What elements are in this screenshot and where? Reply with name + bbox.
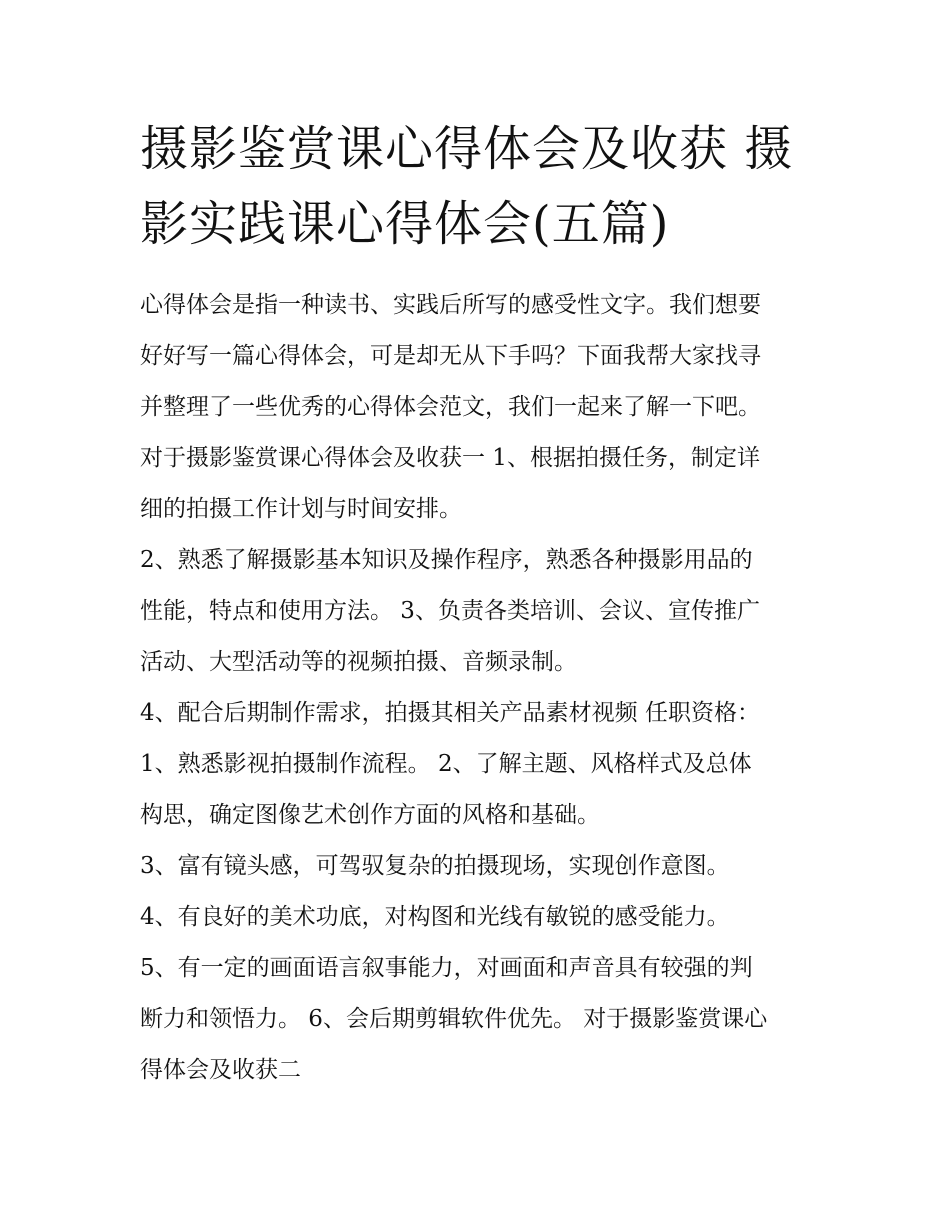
body-line: 4、配合后期制作需求，拍摄其相关产品素材视频 任职资格： (140, 700, 760, 726)
body-line: 对于摄影鉴赏课心得体会及收获一 1、根据拍摄任务，制定详 (140, 445, 760, 471)
body-line: 并整理了一些优秀的心得体会范文，我们一起来了解一下吧。 (140, 394, 761, 420)
body-line: 4、有良好的美术功底，对构图和光线有敏锐的感受能力。 (140, 904, 730, 930)
body-line: 细的拍摄工作计划与时间安排。 (140, 496, 462, 522)
body-line: 断力和领悟力。 6、会后期剪辑软件优先。 对于摄影鉴赏课心 (140, 1006, 768, 1032)
body-line: 3、富有镜头感，可驾驭复杂的拍摄现场，实现创作意图。 (140, 853, 730, 879)
body-line: 得体会及收获二 (140, 1057, 301, 1083)
body-line: 2、熟悉了解摄影基本知识及操作程序，熟悉各种摄影用品的 (140, 547, 753, 573)
body-line: 好好写一篇心得体会，可是却无从下手吗？下面我帮大家找寻 (140, 343, 761, 369)
title-line: 摄影鉴赏课心得体会及收获 摄 (140, 121, 794, 177)
body-line: 1、熟悉影视拍摄制作流程。 2、了解主题、风格样式及总体 (140, 751, 752, 777)
body-line: 活动、大型活动等的视频拍摄、音频录制。 (140, 649, 577, 675)
document-title (140, 112, 820, 262)
body-line: 5、有一定的画面语言叙事能力，对画面和声音具有较强的判 (140, 955, 753, 981)
title-line: 影实践课心得体会(五篇) (140, 196, 670, 252)
body-line: 心得体会是指一种读书、实践后所写的感受性文字。我们想要 (140, 292, 761, 318)
body-line: 性能，特点和使用方法。 3、负责各类培训、会议、宣传推广 (140, 598, 760, 624)
document-body (140, 280, 830, 1096)
body-line: 构思，确定图像艺术创作方面的风格和基础。 (140, 802, 600, 828)
